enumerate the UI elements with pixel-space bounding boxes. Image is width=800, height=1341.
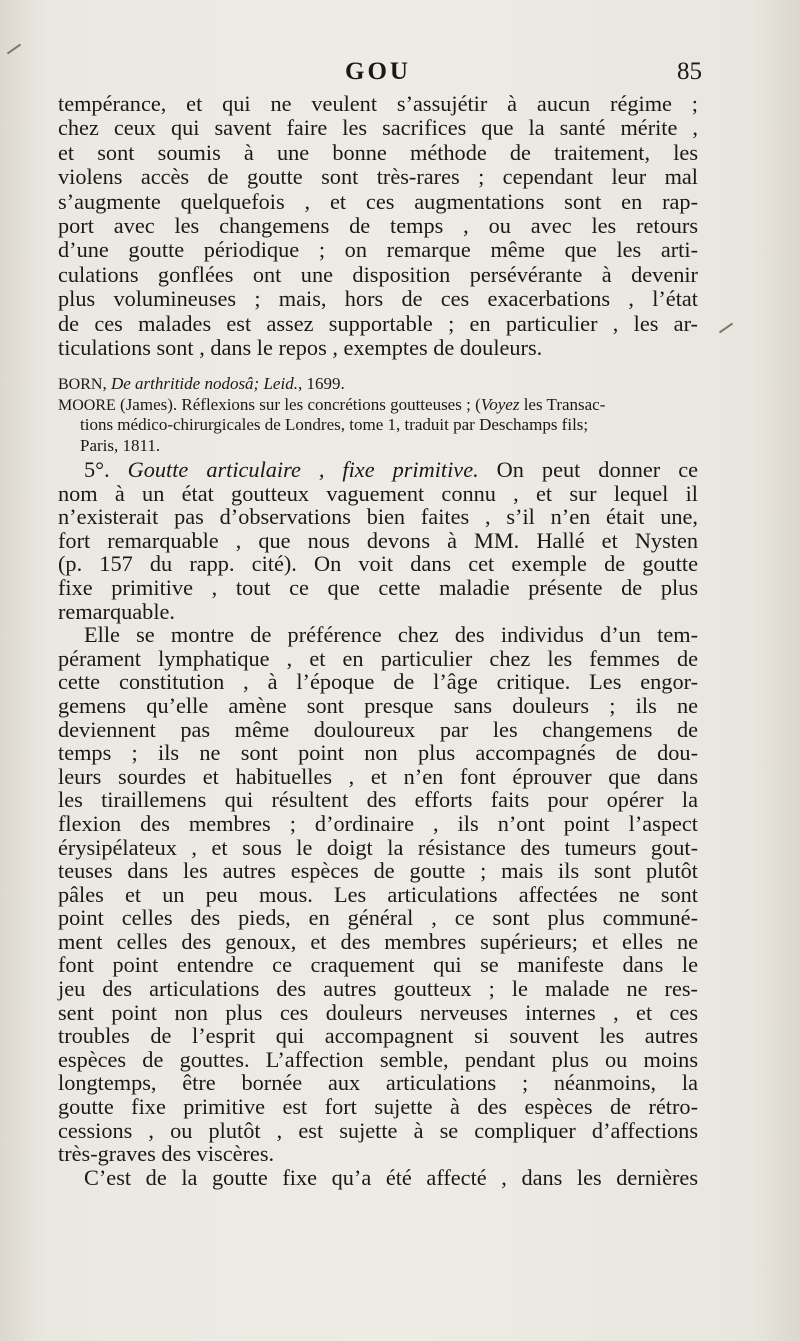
text-line: cette constitution , à l’époque de l’âge critique. Les engor- (58, 669, 698, 695)
text-line: plus volumineuses ; mais, hors de ces exacerbations , l’état (58, 286, 698, 312)
text-line: les tiraillemens qui résultent des efforts faits pour opérer la (58, 787, 698, 813)
text-line: temps ; ils ne sont point non plus accompagnés de dou- (58, 740, 698, 766)
text-line: ticulations sont , dans le repos , exemptes de douleurs. (58, 334, 543, 360)
text-line: nom à un état goutteux vaguement connu , et sur lequel il (58, 480, 698, 506)
section-heading-line (58, 458, 698, 482)
text-line: érysipélateux , et sous le doigt la résistance des tumeurs gout- (58, 834, 698, 860)
text-line: deviennent pas même douloureux par les changemens de (58, 716, 698, 742)
reference-continuation: Paris, 1811. (80, 435, 161, 455)
text-line: On peut donner ce (496, 457, 698, 482)
running-head: GOU (345, 58, 411, 85)
text-line: tempérance, et qui ne veulent s’assujétir à aucun régime ; (58, 91, 698, 116)
text-line: gemens qu’elle amène sont presque sans douleurs ; ils ne (58, 692, 698, 718)
text-line: Elle se montre de préférence chez des individus d’un tem- (84, 622, 698, 648)
text-line: cessions , ou plutôt , est sujette à se compliquer d’affections (58, 1117, 698, 1143)
pencil-mark (7, 44, 21, 55)
text-line: sent point non plus ces douleurs nerveuses internes , et ces (58, 999, 698, 1025)
text-line: goutte fixe primitive est fort sujette à des espèces de rétro- (58, 1094, 698, 1120)
text-line: (p. 157 du rapp. cité). On voit dans cet exemple de goutte (58, 551, 698, 577)
section-number: 5°. (84, 457, 110, 482)
text-line: troubles de l’esprit qui accompagnent si souvent les autres (58, 1023, 698, 1049)
text-line: longtemps, être bornée aux articulations ; néanmoins, la (58, 1070, 698, 1096)
page-number: 85 (677, 58, 702, 85)
reference-continuation: tions médico-chirurgicales de Londres, tome 1, traduit par Deschamps fils; (80, 415, 589, 434)
text-line: fixe primitive , tout ce que cette maladie présente de plus (58, 574, 698, 600)
reference-detail: , 1699. (297, 374, 345, 393)
text-line: culations gonflées ont une disposition persévérante à devenir (58, 261, 698, 287)
section-title: Goutte articulaire , fixe primitive. (127, 457, 479, 482)
text-line: violens accès de goutte sont très-rares ; cependant leur mal (58, 164, 698, 190)
text-line: flexion des membres ; d’ordinaire , ils n’ont point l’aspect (58, 810, 698, 836)
text-line: font point entendre ce craquement qui se manifeste dans le (58, 952, 698, 978)
text-line: fort remarquable , que nous devons à MM. Hallé et Nysten (58, 527, 698, 553)
text-line: pâles et un peu mous. Les articulations affectées ne sont (58, 881, 698, 907)
text-line: jeu des articulations des autres goutteux ; le malade ne res- (58, 976, 698, 1002)
reference-detail: les Transac- (519, 394, 606, 414)
text-line: d’une goutte périodique ; on remarque même que les arti- (58, 237, 698, 263)
text-line: remarquable. (58, 598, 175, 624)
text-line: espèces de gouttes. L’affection semble, pendant plus ou moins (58, 1046, 698, 1072)
text-line: et sont soumis à une bonne méthode de traitement, les (58, 139, 698, 165)
section-5 (58, 458, 698, 1189)
reference-detail: (James). Réflexions sur les concrétions goutteuses ; ( (115, 394, 481, 414)
text-line: point celles des pieds, en général , ce sont plus communé- (58, 905, 698, 931)
text-line: chez ceux qui savent faire les sacrifices que la santé mérite , (58, 115, 698, 141)
reference-see: Voyez (480, 394, 520, 414)
references (58, 374, 698, 456)
text-line: port avec les changemens de temps , ou avec les retours (58, 212, 698, 238)
page-header (58, 58, 702, 92)
text-line: teuses dans les autres espèces de goutte ; mais ils sont plutôt (58, 858, 698, 884)
text-line: leurs sourdes et habituelles , et n’en font éprouver que dans (58, 763, 698, 789)
reference-title: De arthritide nodosâ; Leid. (110, 374, 298, 393)
text-line: ment celles des genoux, et des membres supérieurs; et elles ne (58, 928, 698, 954)
reference-moore (58, 395, 698, 416)
reference-author: BORN (58, 376, 103, 393)
text-line: C’est de la goutte fixe qu’a été affecté , dans les dernières (84, 1164, 698, 1190)
text-line: pérament lymphatique , et en particulier chez les femmes de (58, 645, 698, 671)
reference-author: MOORE (58, 396, 116, 414)
top-paragraph (58, 92, 698, 360)
text-line: très-graves des viscères. (58, 1141, 275, 1167)
text-line: s’augmente quelquefois , et ces augmentations sont en rap- (58, 188, 698, 214)
pencil-mark (719, 323, 733, 334)
reference-born: BORN, De arthritide nodosâ; Leid., 1699. (58, 374, 345, 393)
text-line: de ces malades est assez supportable ; en particulier , les ar- (58, 310, 698, 336)
text-line: n’existerait pas d’observations bien faites , s’il n’en était une, (58, 504, 698, 530)
